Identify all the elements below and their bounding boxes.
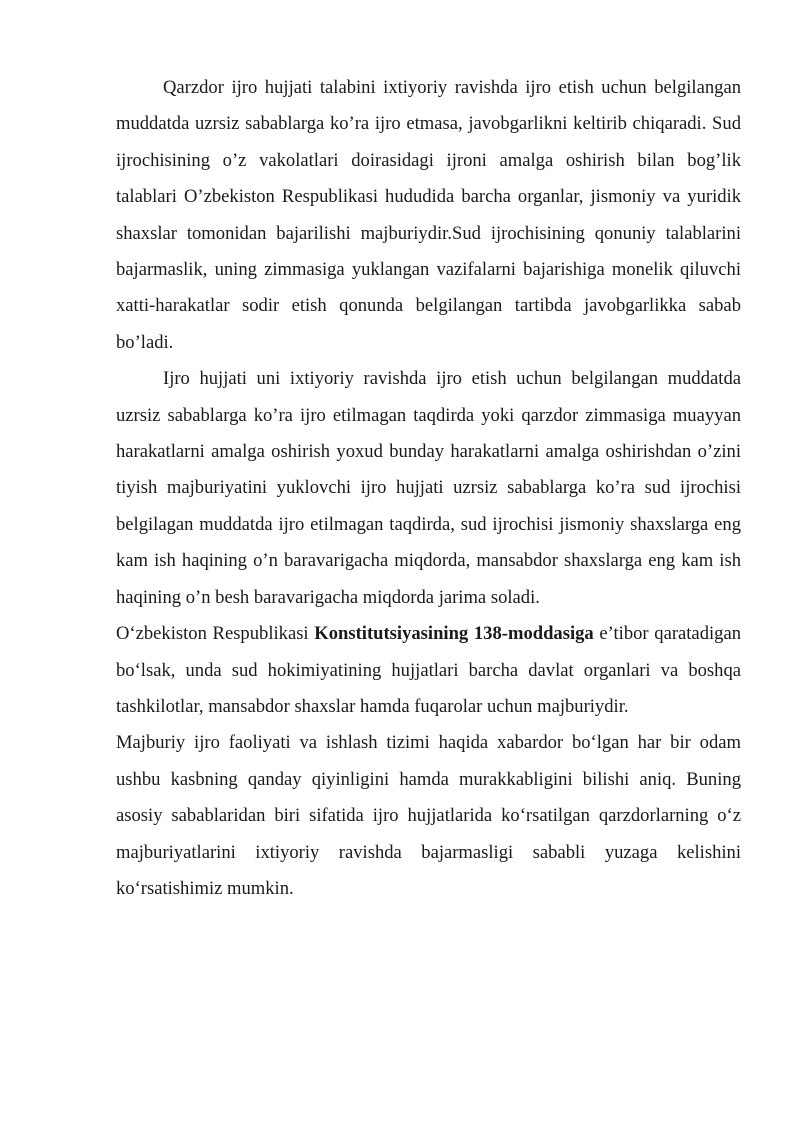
paragraph-constitution (116, 616, 741, 725)
paragraph-fine-penalty: Ijro hujjati uni ixtiyoriy ravishda ijro etish uchun belgilangan muddatda uzrsiz sabablarga ko’ra ijro etilmagan taqdirda yoki qarzdor zimmasiga muayyan harakatlarni amalga oshirish yoxud bunday harakatlarni amalga oshirishdan o’zini tiyish majburiyatini yuklovchi ijro hujjati uzrsiz sabablarga ko’ra sud ijrochisi belgilagan muddatda ijro etilmagan taqdirda, sud ijrochisi jismoniy shaxslarga eng kam ish haqining o’n baravarigacha miqdorda, mansabdor shaxslarga eng kam ish haqining o’n besh baravarigacha miqdorda jarima soladi. (116, 368, 741, 608)
paragraph-debtor-liability: Qarzdor ijro hujjati talabini ixtiyoriy ravishda ijro etish uchun belgilangan muddatda uzrsiz sabablarga ko’ra ijro etmasa, javobgarlikni keltirib chiqaradi. Sud ijrochisining o’z vakolatlari doirasidagi ijroni amalga oshirish bilan bog’lik talablari O’zbekiston Respublikasi hududida barcha organlar, jismoniy va yuridik shaxslar tomonidan bajarilishi majburiydir.Sud ijrochisining qonuniy talablarini bajarmaslik, uning zimmasiga yuklangan vazifalarni bajarishiga monelik qiluvchi xatti-harakatlar sodir etish qonunda belgilangan tartibda javobgarlikka sabab bo’ladi. (116, 77, 741, 353)
constitution-text-after: e’tibor qaratadigan bo‘lsak, unda sud hokimiyatining hujjatlari barcha davlat organlari va boshqa tashkilotlar, mansabdor shaxslar hamda fuqarolar uchun majburiydir. (116, 623, 741, 717)
constitution-text-before: O‘zbekiston Respublikasi (116, 623, 315, 645)
paragraph-enforcement-difficulty: Majburiy ijro faoliyati va ishlash tizimi haqida xabardor bo‘lgan har bir odam ushbu kasbning qanday qiyinligini hamda murakkabligini bilishi aniq. Buning asosiy sabablaridan biri sifatida ijro hujjatlarida ko‘rsatilgan qarzdorlarning o‘z majburiyatlarini ixtiyoriy ravishda bajarmasligi sababli yuzaga kelishini ko‘rsatishimiz mumkin. (116, 732, 741, 899)
constitution-article-reference: Konstitutsiyasining 138-moddasiga (314, 623, 594, 645)
document-page (116, 70, 741, 907)
